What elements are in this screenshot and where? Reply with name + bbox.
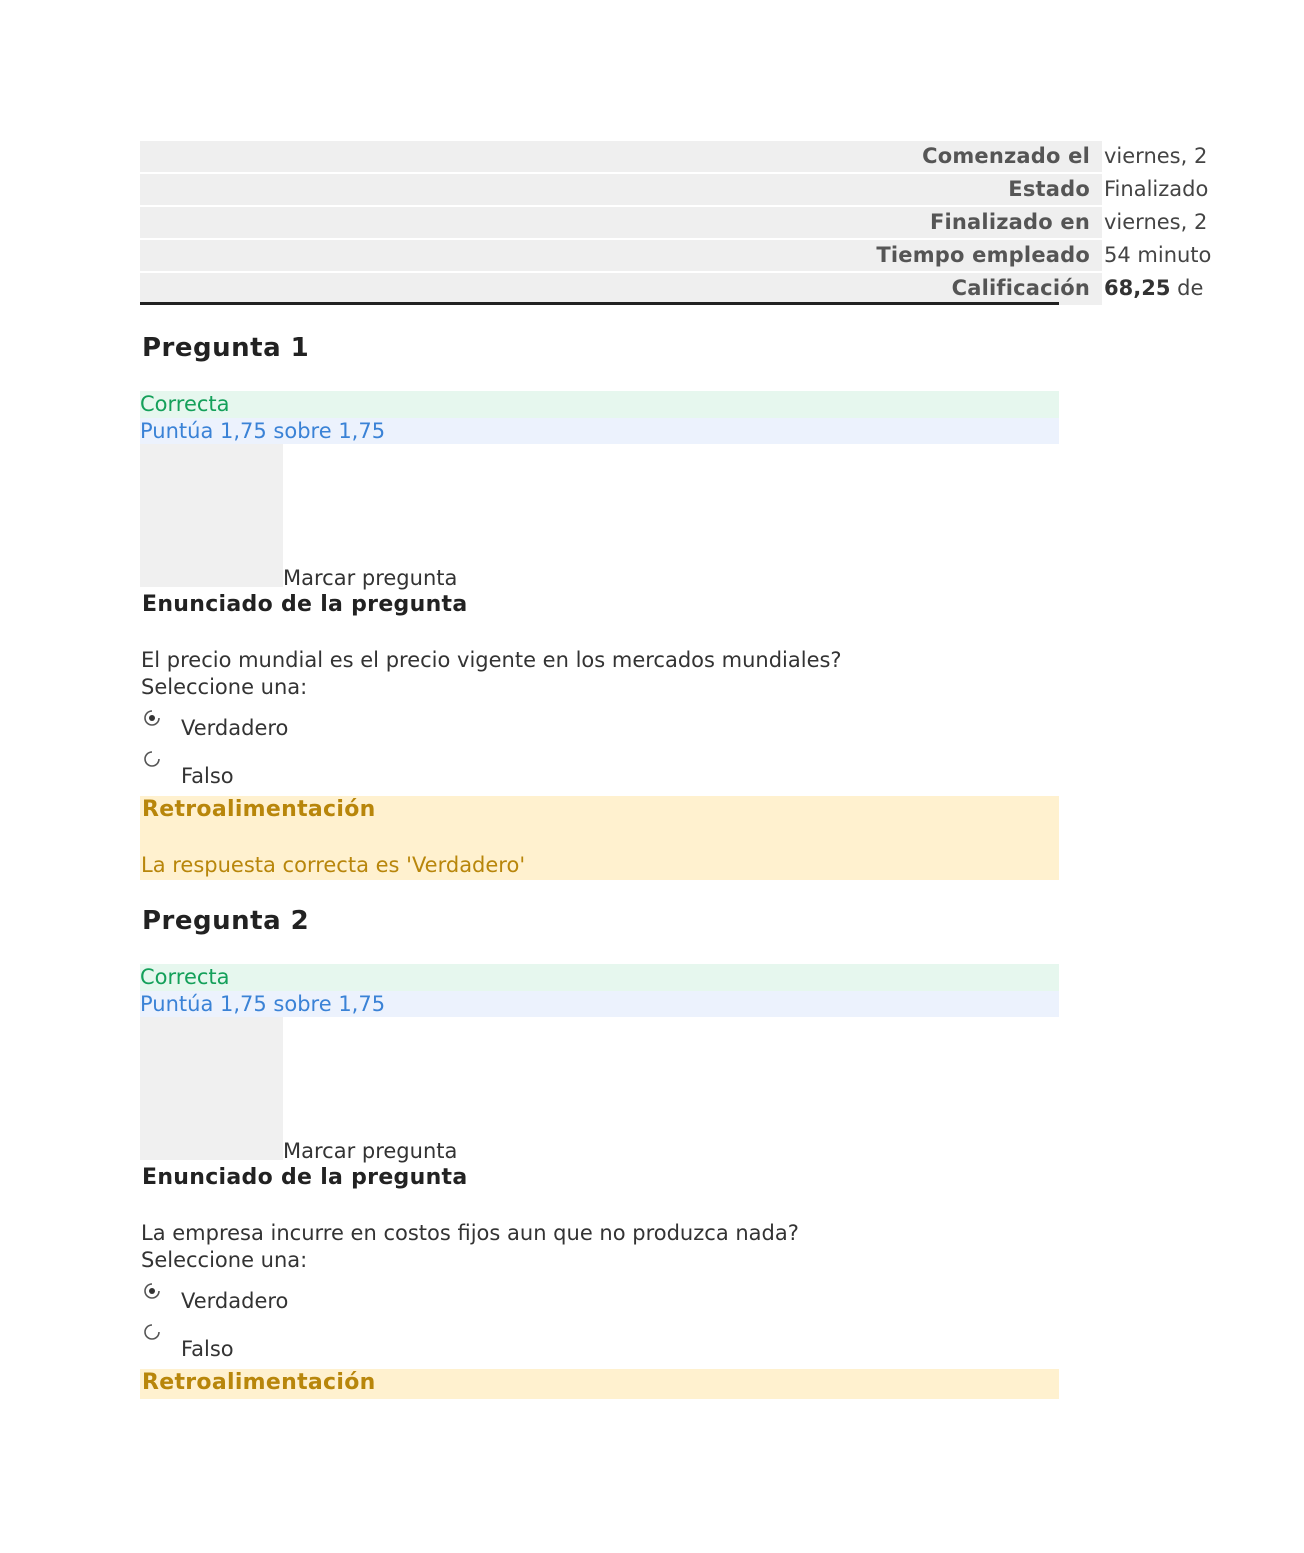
grade-label: Calificación — [951, 276, 1090, 300]
question-2-qtext-heading: Enunciado de la pregunta — [142, 1165, 468, 1190]
question-2-option-falso[interactable]: Falso — [181, 1337, 234, 1361]
summary-row-started — [140, 141, 1208, 172]
question-2-feedback-heading: Retroalimentación — [142, 1370, 376, 1395]
finished-value: viernes, 2 — [1102, 207, 1304, 238]
question-2-feedback — [140, 1369, 1059, 1399]
question-1-feedback-heading: Retroalimentación — [142, 797, 376, 822]
grade-value-cell — [1102, 273, 1304, 304]
question-2-qtext: La empresa incurre en costos fijos aun que no produzca nada? — [141, 1221, 799, 1245]
question-1-prompt: Seleccione una: — [141, 675, 308, 699]
finished-label: Finalizado en — [929, 210, 1090, 234]
question-2-radio-verdadero-icon[interactable] — [143, 1282, 161, 1300]
question-1-feedback-text: La respuesta correcta es 'Verdadero' — [141, 853, 526, 877]
question-1-flag-label[interactable]: Marcar pregunta — [283, 566, 458, 590]
summary-divider-end — [1059, 302, 1102, 305]
summary-divider — [140, 302, 1059, 305]
question-1-radio-falso-icon[interactable] — [143, 750, 161, 768]
question-1-flag-box[interactable] — [140, 444, 283, 587]
question-1-option-verdadero[interactable]: Verdadero — [181, 716, 289, 740]
question-1-grade: Puntúa 1,75 sobre 1,75 — [140, 418, 1059, 444]
summary-row-time — [140, 240, 1212, 271]
question-1-state: Correcta — [140, 391, 1059, 418]
time-value: 54 minuto — [1102, 240, 1304, 271]
question-2-prompt: Seleccione una: — [141, 1248, 308, 1272]
state-label: Estado — [1008, 177, 1090, 201]
question-2-grade: Puntúa 1,75 sobre 1,75 — [140, 991, 1059, 1017]
grade-value: 68,25 — [1104, 276, 1171, 300]
started-value: viernes, 2 — [1102, 141, 1304, 172]
question-2-flag-label[interactable]: Marcar pregunta — [283, 1139, 458, 1163]
question-2-flag-box[interactable] — [140, 1017, 283, 1160]
question-1-qtext: El precio mundial es el precio vigente en los mercados mundiales? — [141, 648, 842, 672]
question-2-radio-falso-icon[interactable] — [143, 1323, 161, 1341]
started-label: Comenzado el — [922, 144, 1090, 168]
question-1-title: Pregunta 1 — [142, 333, 310, 363]
summary-row-grade — [140, 273, 1204, 304]
question-1-qtext-heading: Enunciado de la pregunta — [142, 592, 468, 617]
grade-suffix: de — [1177, 276, 1204, 300]
question-2-state: Correcta — [140, 964, 1059, 991]
question-2-title: Pregunta 2 — [142, 906, 310, 936]
summary-row-finished — [140, 207, 1208, 238]
question-2-option-verdadero[interactable]: Verdadero — [181, 1289, 289, 1313]
state-value: Finalizado — [1102, 174, 1304, 205]
question-1-feedback — [140, 796, 1059, 880]
question-1-radio-verdadero-icon[interactable] — [143, 709, 161, 727]
time-label: Tiempo empleado — [876, 243, 1090, 267]
attempt-summary-table — [140, 141, 1212, 306]
summary-row-state — [140, 174, 1209, 205]
question-1-option-falso[interactable]: Falso — [181, 764, 234, 788]
